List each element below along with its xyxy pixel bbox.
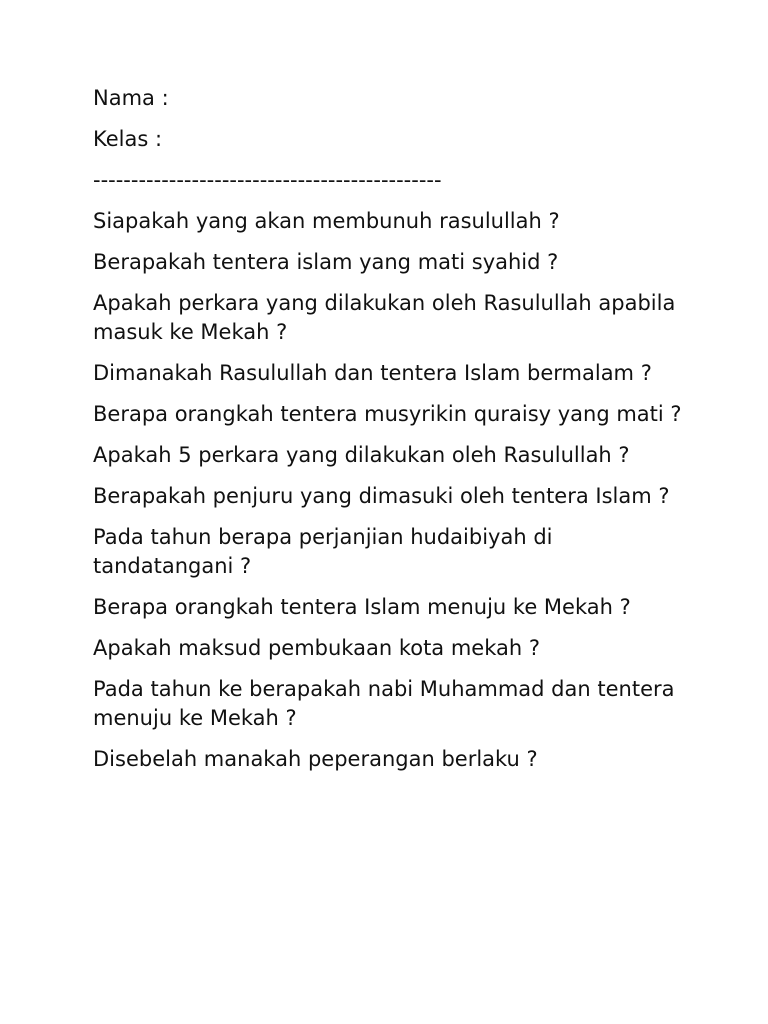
- question-item: Apakah 5 perkara yang dilakukan oleh Rasulullah ?: [93, 443, 630, 467]
- question-item: Apakah maksud pembukaan kota mekah ?: [93, 636, 541, 660]
- class-field-label: Kelas :: [93, 127, 163, 151]
- question-item: Disebelah manakah peperangan berlaku ?: [93, 747, 538, 771]
- question-item: Berapakah penjuru yang dimasuki oleh tentera Islam ?: [93, 484, 670, 508]
- question-item: Dimanakah Rasulullah dan tentera Islam bermalam ?: [93, 361, 652, 385]
- question-item: Pada tahun ke berapakah nabi Muhammad dan tentera menuju ke Mekah ?: [93, 677, 675, 730]
- question-item: Berapakah tentera islam yang mati syahid ?: [93, 250, 559, 274]
- question-item: Pada tahun berapa perjanjian hudaibiyah di tandatangani ?: [93, 525, 553, 578]
- question-item: Siapakah yang akan membunuh rasulullah ?: [93, 209, 560, 233]
- question-item: Berapa orangkah tentera musyrikin quraisy yang mati ?: [93, 402, 682, 426]
- question-list: [93, 207, 683, 774]
- name-field-label: Nama :: [93, 86, 169, 110]
- question-item: Berapa orangkah tentera Islam menuju ke Mekah ?: [93, 595, 631, 619]
- question-item: Apakah perkara yang dilakukan oleh Rasulullah apabila masuk ke Mekah ?: [93, 291, 676, 344]
- separator-line: ----------------------------------------------: [93, 168, 442, 192]
- worksheet-page: [93, 84, 683, 786]
